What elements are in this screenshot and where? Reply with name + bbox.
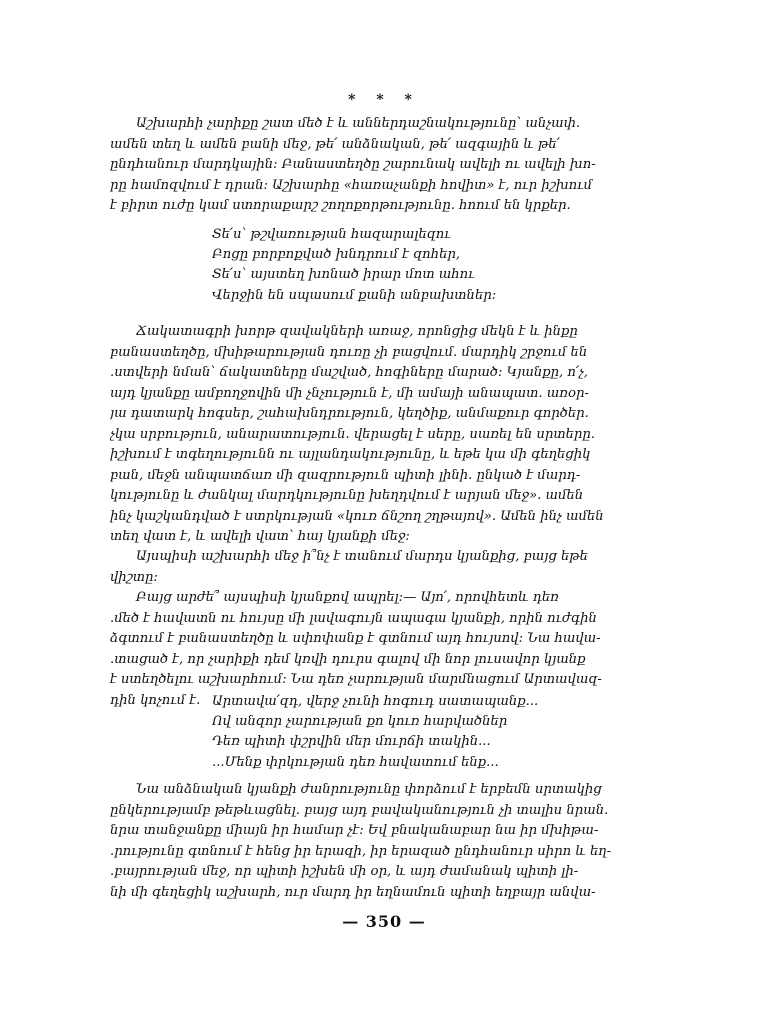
text-line: .ստվերի նման՝ ճակատները մաշված, հոգիները մարած։ Կյանքը, ո՛չ, <box>110 365 588 380</box>
poem-line: Արտավա՛զդ, վերջ չունի հոգուդ սատապանք... <box>212 694 539 709</box>
text-line: նի մի գեղեցիկ աշխարհ, ուր մարդ իր եղնամուն պիտի եղբայր անվա- <box>110 884 596 900</box>
text-line: տեղ վատ է, և ավելի վատ՝ հայ կյանքի մեջ։ <box>110 529 410 544</box>
poem-line: Վերջին են սպասում քանի անբախտներ։ <box>212 287 497 303</box>
text-line: Բայց արժե՞ այսպիսի կյանքով ապրել։— Այո՛, որովհետև դեռ <box>136 590 559 605</box>
poem-line: Տե՛ս՝ թշվառության հազարալեզու <box>212 227 451 242</box>
text-line: վիշտը։ <box>110 569 158 585</box>
poem-line: ...Մենք փրկության դեռ հավատում ենք... <box>212 754 499 770</box>
text-line: է ստեղծելու աշխարհում։ Նա դեռ չարության մարմնացում Արտավազ- <box>110 672 602 687</box>
text-line: դին կոչում է. <box>110 692 201 708</box>
paragraph-1 <box>110 114 658 217</box>
paragraph-2 <box>110 322 658 548</box>
text-line: ընկերությամբ թեթևացնել. բայց այդ բավականություն չի տալիս նրան. <box>110 802 609 818</box>
text-line: րը համոզվում է դրան։ Աշխարհը «հառաչանքի հովիտ» է, ուր իշխում <box>110 177 593 193</box>
page-number: — 350 — <box>342 912 426 931</box>
text-line: .բայրության մեջ, որ պիտի իշխեն մի օր, և այդ ժամանակ պիտի լի- <box>110 864 579 879</box>
text-line: բան, մեջն անպատճառ մի զազրություն պիտի լինի. ընկած է մարդ- <box>110 467 581 483</box>
paragraph-3 <box>110 547 658 588</box>
text-line: Աշխարհի չարիքը շատ մեծ է և աններդաշնակությունը՝ անչափ. <box>136 116 581 131</box>
poem-line: Ով անզոր չարության քո կուռ հարվածներ <box>212 714 508 730</box>
text-line: է բիրտ ուժը կամ ստորաքարշ շողոքորթությունը. հոում են կրքեր. <box>110 198 571 213</box>
text-line: ընդհանուր մարդկային։ Բանաստեղծը շարունակ ավելի ու ավելի խո- <box>110 157 596 172</box>
text-line: ինչ կաշկանդված է ստրկության «կուռ ճնշող շղթայով». Ամեն ինչ ամեն <box>110 508 604 524</box>
text-line: .մեծ է հավատն ու հույսը մի լավագույն ապագա կյանքի, որին ուժգին <box>110 610 597 626</box>
text-line: .տացած է, որ չարիքի դեմ կռվի դուրս գալով մի նոր լուսավոր կյանք <box>110 651 586 667</box>
text-line: իշխում է տգեղությունն ու այլանդակությունը, և եթե կա մի գեղեցիկ <box>110 447 591 462</box>
text-line: բանաստեղծը, մխիթարության դուռը չի բացվում. մարդիկ շրջում են <box>110 344 588 360</box>
text-line: յա դատարկ հոգսեր, շահախնդրություն, կեղծիք, անմաքուր գործեր. <box>110 406 589 421</box>
text-line: նրա տանջանքը միայն իր համար չէ։ Եվ բնականաբար նա իր մխիթա- <box>110 823 599 838</box>
text-line: այդ կյանքը ամբողջովին մի չնչություն է, մի ամայի անապատ. առօր- <box>110 385 589 401</box>
poem-stanza-1 <box>212 225 632 306</box>
text-line: Ճակատագրի խորթ զավակների առաջ, որոնցից մեկն է և ինքը <box>136 324 578 339</box>
text-line: Այսպիսի աշխարհի մեջ ի՞նչ է տանում մարդս կյանքից, բայց եթե <box>136 549 588 564</box>
poem-line: Բոցը բորբոքված խնդրում է զոհեր, <box>212 247 461 263</box>
poem-line: Դեռ պիտի փշրվին մեր մուրճի տակին... <box>212 734 491 750</box>
text-line: .րությունը գտնում է հենց իր երազի, իր երազած ընդհանուր սիրո և եղ- <box>110 843 612 859</box>
text-line: Նա անձնական կյանքի ժանրությունը փորձում է երբեմն սրտակից <box>136 782 602 797</box>
poem-line: Տե՛ս՝ այստեղ խոնած իրար մոտ ահու <box>212 267 475 283</box>
text-line: ձգտում է բանաստեղծը և սփոփանք է գտնում այդ հույսով։ Նա հավա- <box>110 631 601 646</box>
paragraph-5 <box>110 780 658 903</box>
text-line: կությունը և ժանկալ մարդկությունը խեղդվում է արյան մեջ». ամեն <box>110 488 584 503</box>
text-line: ամեն տեղ և ամեն բանի մեջ, թե՛ անձնական, թե՛ ազգային և թե՛ <box>110 136 560 152</box>
text-line: չկա սրբություն, անարատություն. վերացել է սերը, սառել են սրտերը. <box>110 426 595 442</box>
section-ornament: * * * <box>348 92 420 108</box>
poem-stanza-2 <box>212 692 632 773</box>
